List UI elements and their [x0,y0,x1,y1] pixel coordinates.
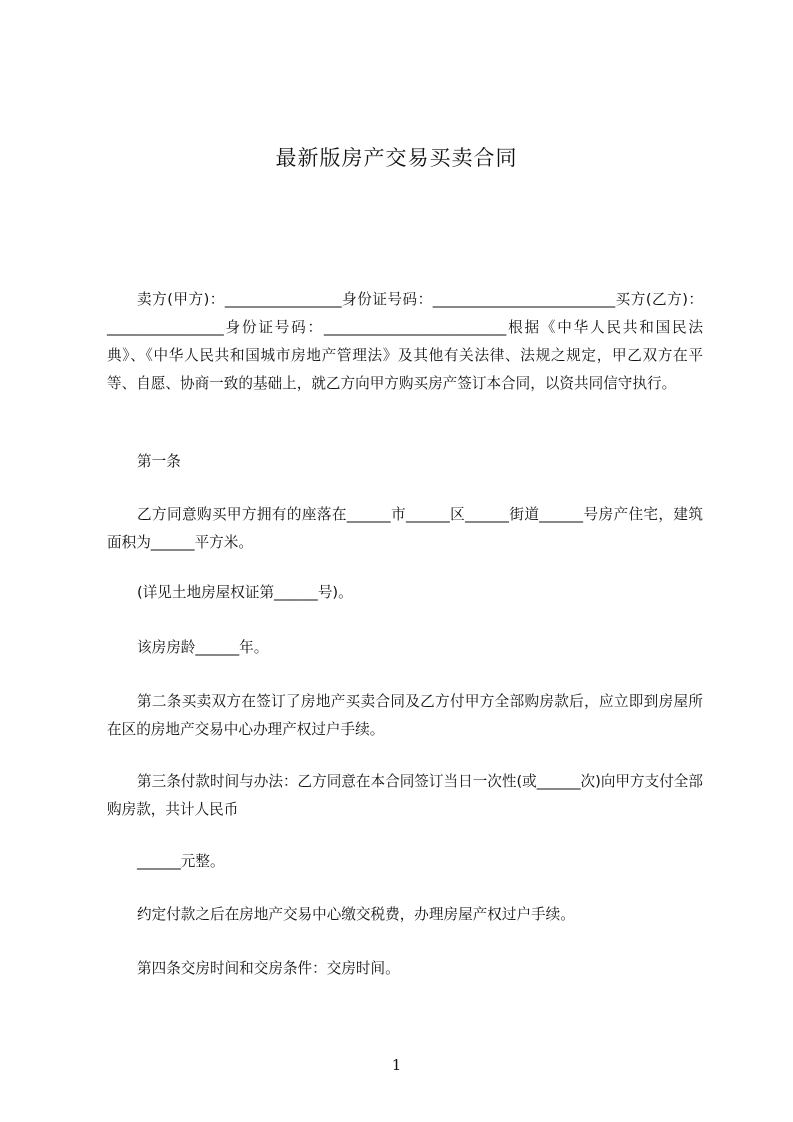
paragraph-article-3: 第三条付款时间与办法：乙方同意在本合同签订当日一次性(或______次)向甲方支付全部购房款，共计人民币 [107,773,703,818]
paragraph-certificate: (详见土地房屋权证第______号)。 [137,584,353,601]
paragraph-parties: 卖方(甲方)：________________身份证号码：_________________________买方(乙方)：________________身份证号码：_________________________根据《中华人民共和国民法典》、《中华人民共和国城市房地产管理法》及其他有关法律、法规之规定，甲乙双方在平等、自愿、协商一致的基础上，就乙方向甲方购买房产签订本合同，以资共同信守执行。 [107,291,703,392]
paragraph-article-2: 第二条买卖双方在签订了房地产买卖合同及乙方付甲方全部购房款后，应立即到房屋所在区的房地产交易中心办理产权过户手续。 [107,693,703,738]
paragraph-article-4: 第四条交房时间和交房条件：交房时间。 [137,960,400,977]
paragraph-tax-transfer: 约定付款之后在房地产交易中心缴交税费，办理房屋产权过户手续。 [137,906,575,923]
paragraph-house-age: 该房房龄______年。 [137,639,269,656]
document-title: 最新版房产交易买卖合同 [275,146,518,170]
paragraph-amount: ______元整。 [137,853,225,870]
page-number: 1 [391,1056,402,1074]
paragraph-article-1-body: 乙方同意购买甲方拥有的座落在______市______区______街道______号房产住宅，建筑面积为______平方米。 [107,506,703,551]
paragraph-article-1-heading: 第一条 [137,453,181,470]
